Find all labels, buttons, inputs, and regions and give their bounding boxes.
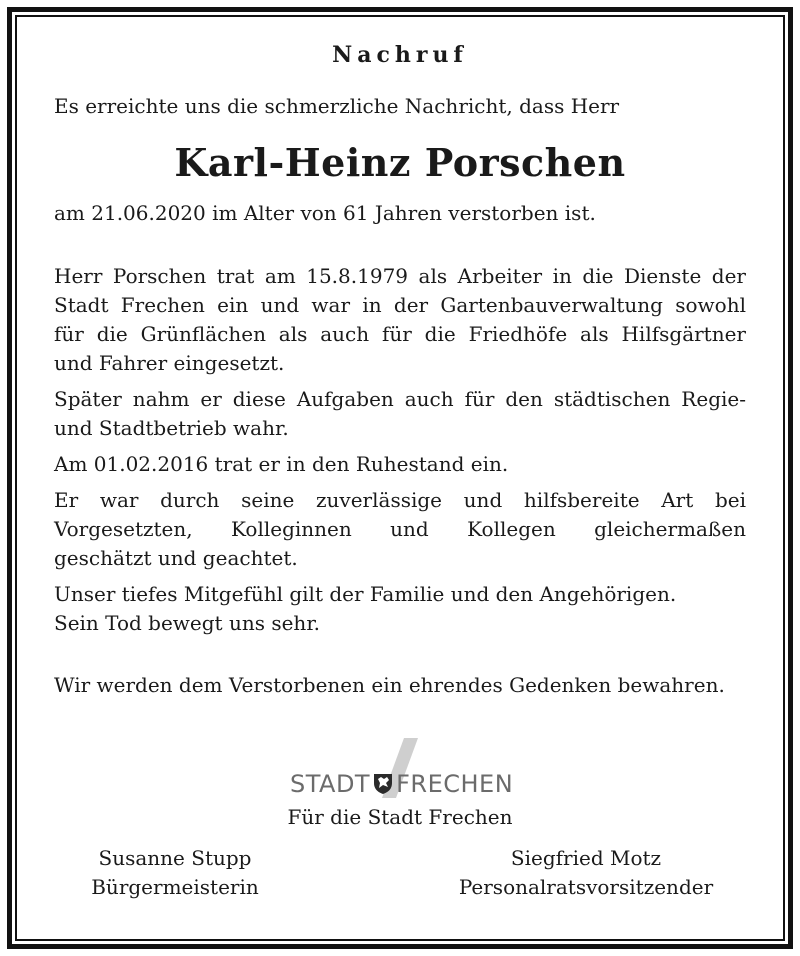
intro-line: Es erreichte uns die schmerzliche Nachricht, dass Herr bbox=[54, 94, 620, 118]
stadt-frechen-logo bbox=[288, 738, 528, 800]
notice-heading: Nachruf bbox=[332, 42, 468, 68]
text-line: Vorgesetzten, Kolleginnen und Kollegen gleichermaßen bbox=[54, 517, 746, 541]
logo-wordmark bbox=[290, 770, 513, 798]
signature-mayor bbox=[70, 844, 280, 902]
text-line: und Fahrer eingesetzt. bbox=[54, 351, 285, 375]
text-line: Unser tiefes Mitgefühl gilt der Familie und den Angehörigen. bbox=[54, 582, 677, 606]
signatory-name: Siegfried Motz bbox=[510, 846, 662, 870]
logo-word-frechen: FRECHEN bbox=[396, 770, 514, 798]
for-city-line: Für die Stadt Frechen bbox=[287, 805, 513, 829]
text-line: Später nahm er diese Aufgaben auch für den städtischen Regie- bbox=[54, 387, 746, 411]
crest-icon bbox=[372, 771, 394, 795]
signatory-name: Susanne Stupp bbox=[98, 846, 252, 870]
paragraph-career bbox=[54, 262, 746, 378]
text-line: Stadt Frechen ein und war in der Gartenbauverwaltung sowohl bbox=[54, 293, 746, 317]
signature-staff-council bbox=[436, 844, 736, 902]
text-line: geschätzt und geachtet. bbox=[54, 546, 298, 570]
signatory-title: Personalratsvorsitzender bbox=[458, 875, 714, 899]
paragraph-later bbox=[54, 385, 746, 443]
paragraph-retirement bbox=[54, 450, 746, 479]
text-line: und Stadtbetrieb wahr. bbox=[54, 416, 289, 440]
deceased-name: Karl-Heinz Porschen bbox=[174, 140, 626, 185]
text-line: Herr Porschen trat am 15.8.1979 als Arbeiter in die Dienste der bbox=[54, 264, 746, 288]
closing-line: Wir werden dem Verstorbenen ein ehrendes Gedenken bewahren. bbox=[54, 673, 725, 697]
paragraph-character bbox=[54, 486, 746, 573]
text-line: für die Grünflächen als auch für die Friedhöfe als Hilfsgärtner bbox=[54, 322, 746, 346]
logo-word-stadt: STADT bbox=[290, 770, 371, 798]
text-line: Sein Tod bewegt uns sehr. bbox=[54, 611, 321, 635]
text-line: Am 01.02.2016 trat er in den Ruhestand ein. bbox=[54, 452, 509, 476]
signatory-title: Bürgermeisterin bbox=[91, 875, 259, 899]
text-line: Er war durch seine zuverlässige und hilfsbereite Art bei bbox=[54, 488, 746, 512]
death-date-line: am 21.06.2020 im Alter von 61 Jahren verstorben ist. bbox=[54, 201, 596, 225]
paragraph-condolence bbox=[54, 580, 746, 638]
notice-body bbox=[54, 40, 746, 700]
